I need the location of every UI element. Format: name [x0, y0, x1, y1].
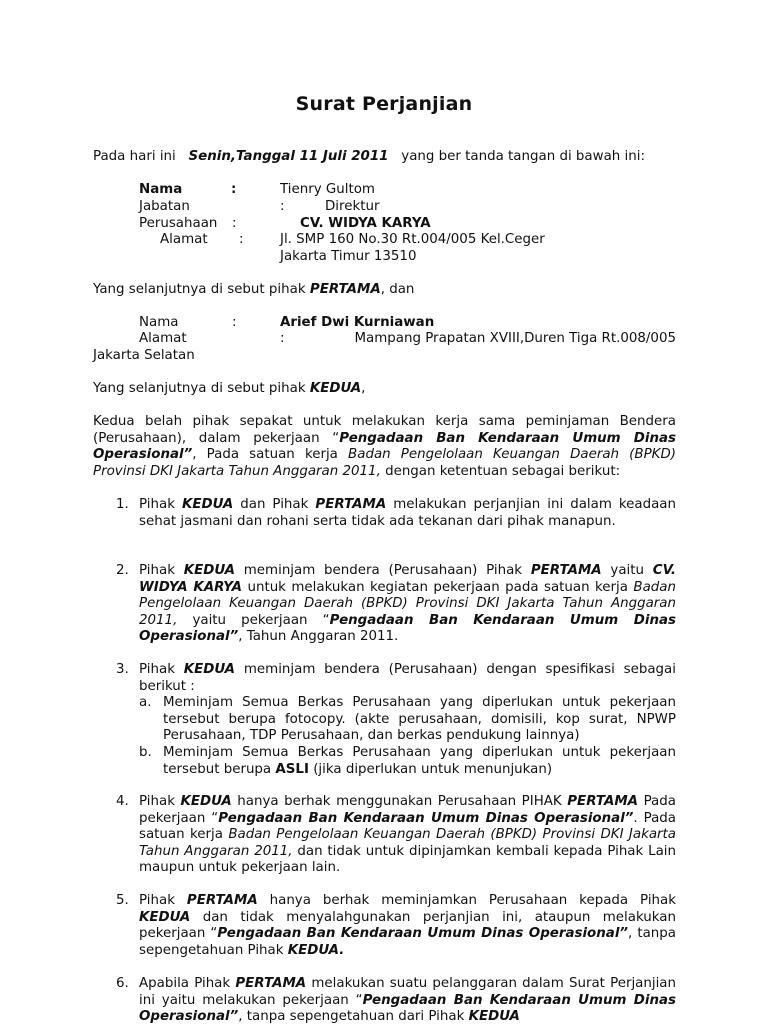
item-role: KEDUA [181, 497, 234, 512]
second-ref-prefix: Yang selanjutnya di sebut pihak [93, 381, 306, 396]
intro-paragraph [93, 414, 676, 480]
party1-title-colon: : [280, 199, 285, 214]
party1-address-label: Alamat [160, 232, 208, 247]
item-company: CV. WIDYA KARYA [139, 563, 676, 595]
item-role: KEDUA [468, 1009, 520, 1024]
opening-line [93, 149, 645, 165]
party1-name-label: Nama [139, 182, 183, 197]
list-item [139, 497, 676, 530]
item-text: dan tidak untuk dipinjamkan kembali kepada Pihak Lain maupun untuk pekerjaan lain. [139, 843, 676, 875]
party1-address-colon: : [239, 232, 244, 247]
item-text: , tanpa sepengetahuan Pihak [139, 926, 676, 958]
opening-date: Senin,Tanggal 11 Juli 2011 [188, 149, 389, 164]
list-item [139, 662, 676, 695]
item-role: PERTAMA [530, 563, 602, 578]
party1-company-label: Perusahaan [139, 216, 218, 231]
item-work-unit: Badan Pengelolaan Keuangan Daerah (BPKD) Provinsi DKI Jakarta Tahun Anggaran 2011, [139, 827, 676, 859]
party2-address-line1: Mampang Prapatan XVIII,Duren Tiga Rt.008/005 [354, 331, 676, 346]
item-role: PERTAMA [315, 497, 387, 512]
item-text: yaitu pekerjaan “ [177, 612, 330, 628]
item-emphasis: ASLI [275, 761, 309, 777]
item-role: KEDUA [183, 563, 235, 578]
item-role: PERTAMA [235, 976, 307, 991]
item-text: Meminjam Semua Berkas Perusahaan yang diperlukan untuk pekerjaan tersebut berupa [163, 745, 676, 777]
item-number: 3. [116, 662, 129, 677]
party1-title-value: Direktur [325, 199, 380, 214]
item-role: KEDUA. [287, 942, 345, 958]
item-role: KEDUA [139, 909, 191, 925]
intro-text-3: , Pada satuan kerja [192, 447, 349, 462]
party1-company-value: CV. WIDYA KARYA [300, 216, 431, 231]
item-text: meminjam bendera (Perusahaan) Pihak [235, 563, 531, 578]
item-text: melakukan perjanjian ini dalam keadaan sehat jasmani dan rohani serta tidak ada tekanan dari pihak manapun. [139, 497, 676, 529]
item-text: Pihak [139, 563, 184, 578]
second-ref-suffix: , [361, 381, 366, 396]
party1-address-line1: Jl. SMP 160 No.30 Rt.004/005 Kel.Ceger [280, 232, 545, 247]
party2-name-colon: : [232, 315, 237, 330]
party1-company-colon: : [232, 216, 237, 231]
list-item [139, 976, 676, 1026]
item-number: 2. [116, 563, 129, 578]
sub-item [163, 745, 676, 778]
party1-address-line2: Jakarta Timur 13510 [280, 249, 417, 264]
item-role: KEDUA [183, 662, 236, 677]
party2-name-label: Nama [139, 315, 179, 330]
item-work-unit: Badan Pengelolaan Keuangan Daerah (BPKD) Provinsi DKI Jakarta Tahun Anggaran 2011, [139, 579, 676, 628]
item-text: melakukan suatu pelanggaran dalam Surat Perjanjian ini yaitu melakukan pekerjaan “ [139, 976, 676, 1008]
item-text: Pihak [139, 893, 187, 908]
item-project-name: Pengadaan Ban Kendaraan Umum Dinas Operasional” [218, 810, 634, 826]
list-item [139, 563, 676, 646]
item-text: . Pada satuan kerja [139, 810, 676, 842]
party2-address-colon: : [280, 331, 285, 346]
party1-name-colon: : [231, 182, 237, 197]
intro-text-1: Kedua belah pihak sepakat untuk melakukan kerja sama peminjaman Bendera (Perusahaan), dalam pekerjaan “ [93, 414, 676, 446]
item-text: , Tahun Anggaran 2011. [238, 629, 399, 644]
list-item [139, 893, 676, 959]
first-party-reference [93, 282, 414, 298]
sub-item-label: a. [139, 695, 152, 710]
party2-address-label: Alamat [139, 331, 187, 346]
item-text: Pihak [139, 497, 182, 512]
item-text: Pihak [139, 662, 184, 677]
item-text: , tanpa sepengetahuan dari Pihak [238, 1009, 469, 1024]
item-project-name: Pengadaan Ban Kendaraan Umum Dinas Operasional” [139, 612, 676, 644]
sub-item-label: b. [139, 745, 152, 760]
first-ref-role: PERTAMA [309, 282, 381, 297]
item-project-name: Pengadaan Ban Kendaraan Umum Dinas Operasional” [139, 992, 676, 1024]
item-role: PERTAMA [567, 794, 639, 809]
party1-title-label: Jabatan [139, 199, 190, 214]
list-item [139, 794, 676, 877]
party2-address-line2: Jakarta Selatan [93, 348, 195, 363]
party1-name-value: Tienry Gultom [280, 182, 375, 197]
item-text: hanya berhak menggunakan Perusahaan PIHAK [231, 794, 568, 809]
item-text: untuk melakukan kegiatan pekerjaan pada satuan kerja [242, 579, 634, 595]
item-role: PERTAMA [186, 893, 258, 908]
item-text: Apabila Pihak [139, 976, 236, 991]
item-number: 5. [116, 893, 129, 908]
second-party-reference [93, 381, 365, 397]
item-text: yaitu [601, 563, 653, 578]
item-number: 6. [116, 976, 129, 991]
opening-suffix: yang ber tanda tangan di bawah ini: [401, 149, 645, 164]
first-ref-suffix: , dan [380, 282, 415, 297]
page-title: Surat Perjanjian [295, 93, 473, 115]
item-text: hanya berhak meminjamkan Perusahaan kepada Pihak [257, 893, 676, 908]
intro-text-5: dengan ketentuan sebagai berikut: [380, 463, 621, 479]
intro-work-unit: Badan Pengelolaan Keuangan Daerah (BPKD) Provinsi DKI Jakarta Tahun Anggaran 2011, [93, 447, 676, 479]
item-text: dan Pihak [233, 497, 316, 512]
item-number: 1. [116, 497, 129, 512]
item-role: KEDUA [180, 794, 232, 809]
opening-prefix: Pada hari ini [93, 149, 176, 164]
item-number: 4. [116, 794, 129, 809]
intro-project-name: Pengadaan Ban Kendaraan Umum Dinas Operasional” [93, 430, 676, 462]
item-text: dan tidak menyalahgunakan perjanjian ini, ataupun melakukan pekerjaan “ [139, 909, 676, 941]
item-text: Pihak [139, 794, 181, 809]
item-text: (jika diperlukan untuk menunjukan) [308, 761, 553, 777]
item-project-name: Pengadaan Ban Kendaraan Umum Dinas Operasional” [217, 926, 629, 941]
party2-name-value: Arief Dwi Kurniawan [280, 315, 435, 330]
second-ref-role: KEDUA [309, 381, 362, 396]
first-ref-prefix: Yang selanjutnya di sebut pihak [93, 282, 306, 297]
sub-item: Meminjam Semua Berkas Perusahaan yang diperlukan untuk pekerjaan tersebut berupa fotocopy. (akte perusahaan, domisili, kop surat, NPWP Perusahaan, TDP Perusahaan, dan berkas pendukung lainnya) [163, 695, 676, 743]
item-text: Pada pekerjaan “ [139, 794, 676, 826]
item-text: meminjam bendera (Perusahaan) dengan spesifikasi sebagai berikut : [139, 662, 676, 694]
